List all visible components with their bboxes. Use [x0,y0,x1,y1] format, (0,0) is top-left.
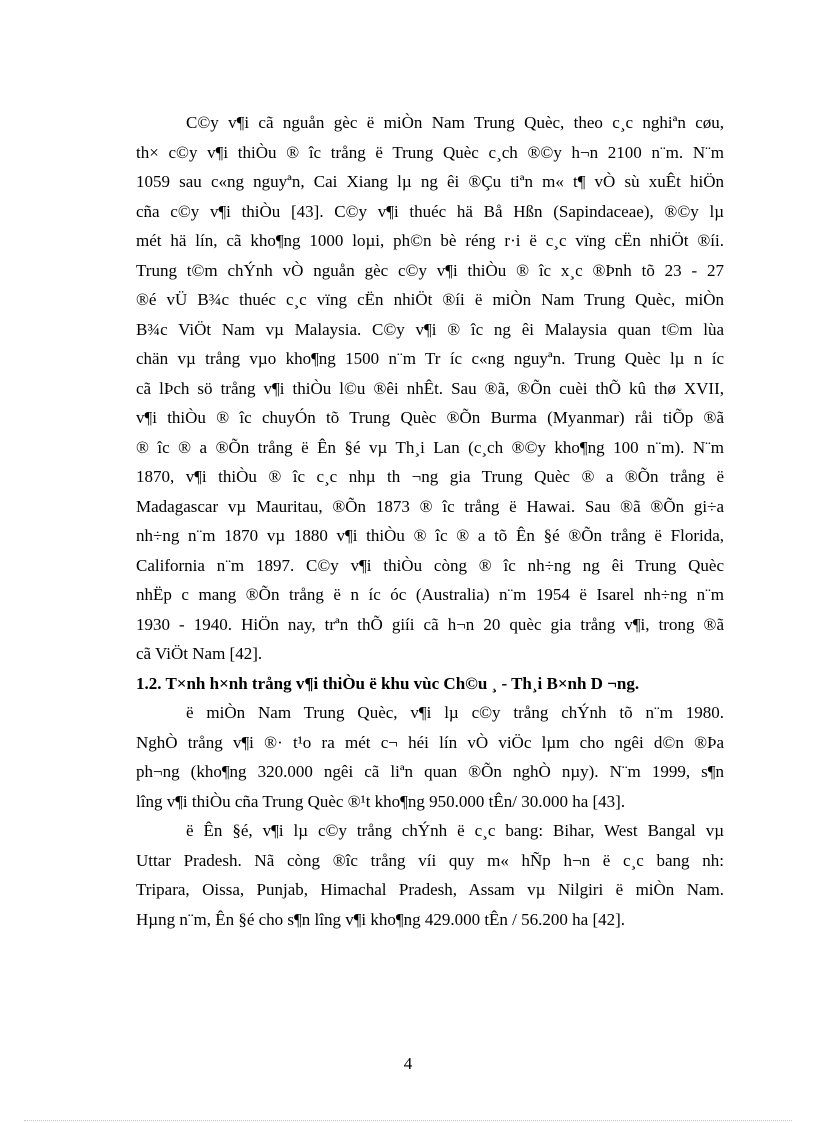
text-line: ph¬ng (kho¶ng 320.000 ngêi cã liªn quan ®Õn nghÒ nµy). N¨m 1999, s¶n [136,762,724,781]
text-line: Madagascar vµ Mauritau, ®Õn 1873 ® îc trång ë Hawai. Sau ®ã ®Õn gi÷a [136,496,724,516]
text-line: 1059 sau c«ng nguyªn, Cai Xiang lµ ng êi ®Çu tiªn m« t¶ vÒ sù xuÊt hiÖn [136,172,724,191]
text-line: 1930 - 1940. HiÖn nay, trªn thÕ giíi cã h¬n 20 quèc gia trång v¶i, trong ®ã [136,614,724,634]
page-bottom-divider [24,1120,792,1121]
text-line: C©y v¶i cã nguån gèc ë miÒn Nam Trung Quèc, theo c¸c nghiªn cøu, [186,113,724,132]
document-body [136,108,724,934]
text-line: mét hä lín, cã kho¶ng 1000 loµi, ph©n bè réng r·i ë c¸c vïng cËn nhiÖt ®íi. [136,231,724,250]
text-line: Trung t©m chÝnh vÒ nguån gèc c©y v¶i thiÒu ® îc x¸c ®Þnh tõ 23 - 27 [136,260,724,280]
page-number: 4 [403,1054,413,1073]
text-line: ®é vÜ B¾c thuéc c¸c vïng cËn nhiÖt ®íi ë miÒn Nam Trung Quèc, miÒn [136,290,724,309]
text-line: cã lÞch sö trång v¶i thiÒu l©u ®êi nhÊt. Sau ®ã, ®Õn cuèi thÕ kû thø XVII, [136,378,724,398]
paragraph-origin [136,108,724,669]
text-line: cã ViÖt Nam [42]. [136,644,263,663]
text-line: nh÷ng n¨m 1870 vµ 1880 v¶i thiÒu ® îc ® a tõ Ên §é ®Õn trång ë Florida, [136,526,724,545]
text-line: California n¨m 1897. C©y v¶i thiÒu còng ® îc nh÷ng ng êi Trung Quèc [136,555,724,575]
text-line: lîng v¶i thiÒu cña Trung Quèc ®¹t kho¶ng 950.000 tÊn/ 30.000 ha [43]. [136,791,626,811]
text-line: Hµng n¨m, Ên §é cho s¶n lîng v¶i kho¶ng 429.000 tÊn / 56.200 ha [42]. [136,909,626,929]
text-line: NghÒ trång v¶i ®· t¹o ra mét c¬ héi lín vÒ viÖc lµm cho ngêi d©n ®Þa [136,732,724,752]
text-line: nhËp c mang ®Õn trång ë n íc óc (Australia) n¨m 1954 ë Isarel nh÷ng n¨m [136,585,724,604]
text-line: Uttar Pradesh. Nã còng ®îc trång víi quy m« hÑp h¬n ë c¸c bang nh: [136,850,724,870]
text-line: B¾c ViÖt Nam vµ Malaysia. C©y v¶i ® îc ng êi Malaysia quan t©m lùa [136,319,724,339]
section-heading: 1.2. T×nh h×nh trång v¶i thiÒu ë khu vùc Ch©u ¸ - Th¸i B×nh D ¬ng. [136,673,640,693]
text-line: cña c©y v¶i thiÒu [43]. C©y v¶i thuéc hä Bå Hßn (Sapindaceae), ®©y lµ [136,201,724,221]
text-line: v¶i thiÒu ® îc chuyÓn tõ Trung Quèc ®Õn Burma (Myanmar) råi tiÕp ®ã [136,408,724,427]
text-line: chän vµ trång vµo kho¶ng 1500 n¨m Tr íc c«ng nguyªn. Trung Quèc lµ n íc [136,349,724,368]
text-line: ® îc ® a ®Õn trång ë Ên §é vµ Th¸i Lan (c¸ch ®©y kho¶ng 100 n¨m). N¨m [136,437,724,457]
text-line: Tripara, Oissa, Punjab, Himachal Pradesh, Assam vµ Nilgiri ë miÒn Nam. [136,880,724,899]
paragraph-china [136,698,724,816]
text-line: th× c©y v¶i thiÒu ® îc trång ë Trung Quèc c¸ch ®©y h¬n 2100 n¨m. N¨m [136,142,724,162]
text-line: ë miÒn Nam Trung Quèc, v¶i lµ c©y trång chÝnh tõ n¨m 1980. [186,703,724,722]
text-line: 1870, v¶i thiÒu ® îc c¸c nhµ th ¬ng gia Trung Quèc ® a ®Õn trång ë [136,467,724,486]
paragraph-india [136,816,724,934]
text-line: ë Ên §é, v¶i lµ c©y trång chÝnh ë c¸c bang: Bihar, West Bangal vµ [186,821,724,840]
